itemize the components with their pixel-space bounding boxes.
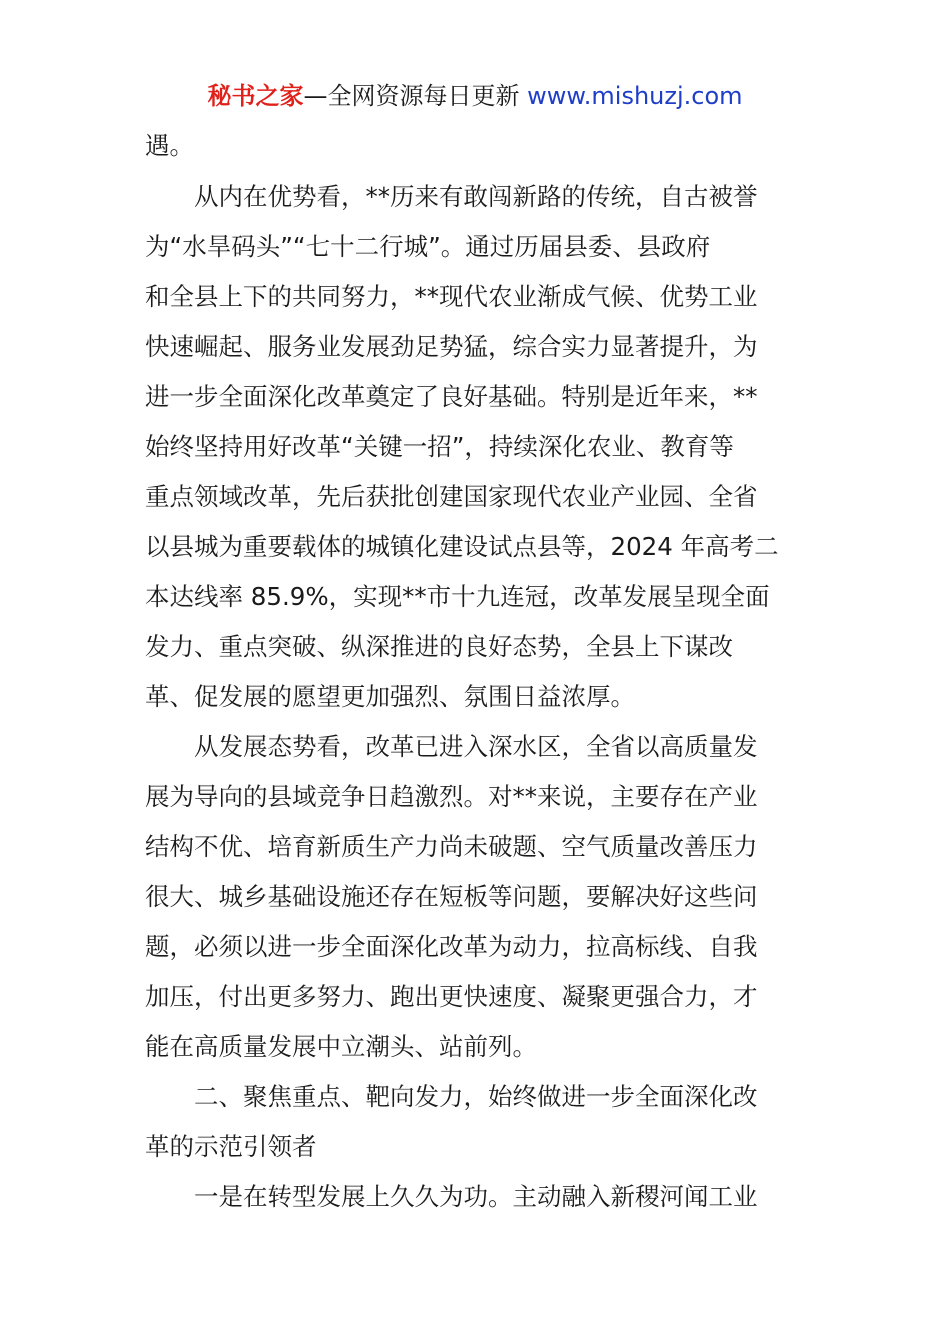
text-line: 进一步全面深化改革奠定了良好基础。特别是近年来，** (145, 382, 758, 411)
text-line: 加压，付出更多努力、跑出更快速度、凝聚更强合力，才 (145, 982, 758, 1011)
section-heading: 二、聚焦重点、靶向发力，始终做进一步全面深化改 (194, 1082, 758, 1111)
text-line: 展为导向的县域竞争日趋激烈。对**来说，主要存在产业 (145, 782, 758, 811)
text-line: 以县城为重要载体的城镇化建设试点县等，2024 年高考二 (145, 532, 779, 561)
text-line: 结构不优、培育新质生产力尚未破题、空气质量改善压力 (145, 832, 758, 861)
text-line: 题，必须以进一步全面深化改革为动力，拉高标线、自我 (145, 932, 758, 961)
site-header (0, 80, 950, 112)
site-tagline: —全网资源每日更新 (303, 82, 528, 110)
site-brand: 秘书之家 (207, 82, 304, 110)
text-line: 为“水旱码头”“七十二行城”。通过历届县委、县政府 (145, 232, 711, 261)
text-line: 能在高质量发展中立潮头、站前列。 (145, 1032, 537, 1061)
text-line: 和全县上下的共同努力，**现代农业渐成气候、优势工业 (145, 282, 758, 311)
text-line: 遇。 (145, 131, 194, 160)
text-line: 发力、重点突破、纵深推进的良好态势，全县上下谋改 (145, 632, 733, 661)
paragraph-first-line: 一是在转型发展上久久为功。主动融入新稷河闻工业 (194, 1182, 758, 1211)
text-line: 本达线率 85.9%，实现**市十九连冠，改革发展呈现全面 (145, 582, 770, 611)
text-line: 很大、城乡基础设施还存在短板等问题，要解决好这些问 (145, 882, 758, 911)
paragraph-first-line: 从发展态势看，改革已进入深水区，全省以高质量发 (194, 732, 758, 761)
section-heading-continued: 革的示范引领者 (145, 1132, 317, 1161)
text-line: 重点领域改革，先后获批创建国家现代农业产业园、全省 (145, 482, 758, 511)
text-line: 始终坚持用好改革“关键一招”，持续深化农业、教育等 (145, 432, 734, 461)
text-line: 革、促发展的愿望更加强烈、氛围日益浓厚。 (145, 682, 635, 711)
text-line: 快速崛起、服务业发展劲足势猛，综合实力显著提升，为 (145, 332, 758, 361)
site-url-link[interactable]: www.mishuzj.com (527, 82, 743, 110)
paragraph-first-line: 从内在优势看，**历来有敢闯新路的传统，自古被誉 (194, 182, 758, 211)
